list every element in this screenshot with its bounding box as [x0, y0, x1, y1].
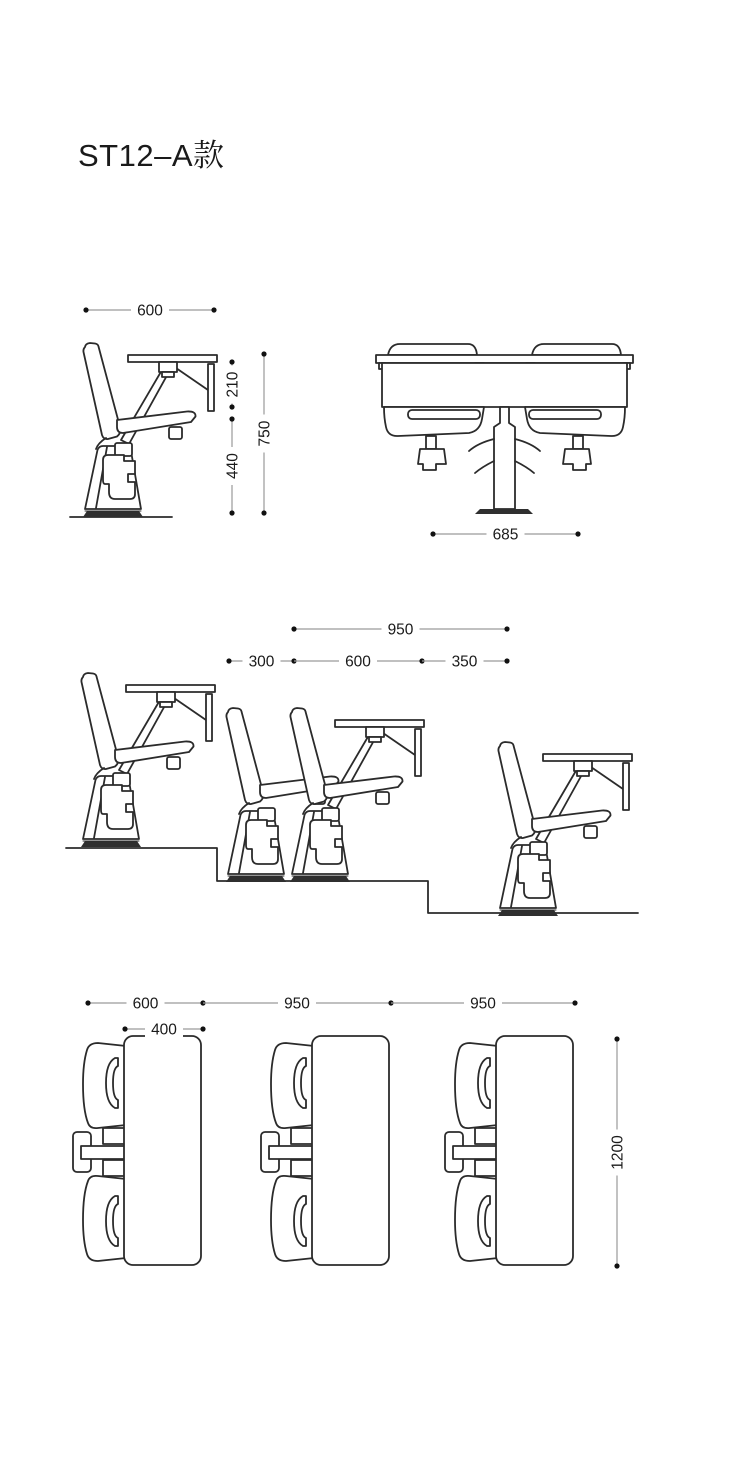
- dim-plan-pitch-2: [391, 993, 578, 1013]
- row-elevation: [66, 619, 638, 916]
- dim-row-front-clearance-label: 350: [451, 653, 478, 671]
- side-view: [70, 300, 274, 517]
- dim-side-overall-height-label: 750: [256, 420, 274, 447]
- dim-plan-unit-width: [608, 1036, 627, 1268]
- plan-view: [73, 993, 627, 1269]
- dim-side-seat-height-label: 440: [224, 453, 242, 479]
- chair-row-1: [81, 673, 215, 847]
- dim-side-desk-above-seat-label: 210: [224, 371, 242, 398]
- dim-side-desk-above-seat: [223, 359, 242, 409]
- dim-row-back-clearance: [226, 651, 296, 671]
- dim-plan-unit-width-label: 1200: [609, 1135, 627, 1170]
- dim-plan-unit-depth: [85, 993, 205, 1013]
- dim-plan-unit-depth-label: 600: [132, 995, 159, 1013]
- dim-front-width-label: 685: [492, 526, 519, 544]
- dim-row-unit-depth: [294, 651, 425, 671]
- dim-row-pitch-label: 950: [387, 621, 414, 639]
- dim-row-back-clearance-label: 300: [248, 653, 275, 671]
- dim-row-front-clearance: [422, 651, 510, 671]
- plan-unit-1: [73, 1036, 201, 1265]
- dim-row-unit-depth-label: 600: [345, 653, 371, 671]
- dim-row-pitch: [291, 619, 509, 639]
- dim-side-width: [83, 300, 216, 320]
- plan-unit-2: [261, 1036, 389, 1265]
- dim-front-width: [430, 524, 580, 544]
- chair-row-3: [498, 742, 632, 916]
- front-view: [376, 344, 633, 544]
- dim-plan-pitch-1-label: 950: [284, 995, 310, 1013]
- dim-plan-pitch-1: [203, 993, 394, 1013]
- dim-side-seat-height: [223, 416, 242, 515]
- dim-side-width-label: 600: [137, 302, 163, 320]
- chair-row-2: [290, 708, 424, 882]
- dim-plan-desk-depth-label: 400: [151, 1021, 177, 1039]
- dim-plan-pitch-2-label: 950: [470, 995, 496, 1013]
- page-title: ST12–A款: [78, 138, 225, 173]
- plan-unit-3: [445, 1036, 573, 1265]
- dim-side-overall-height: [255, 351, 274, 515]
